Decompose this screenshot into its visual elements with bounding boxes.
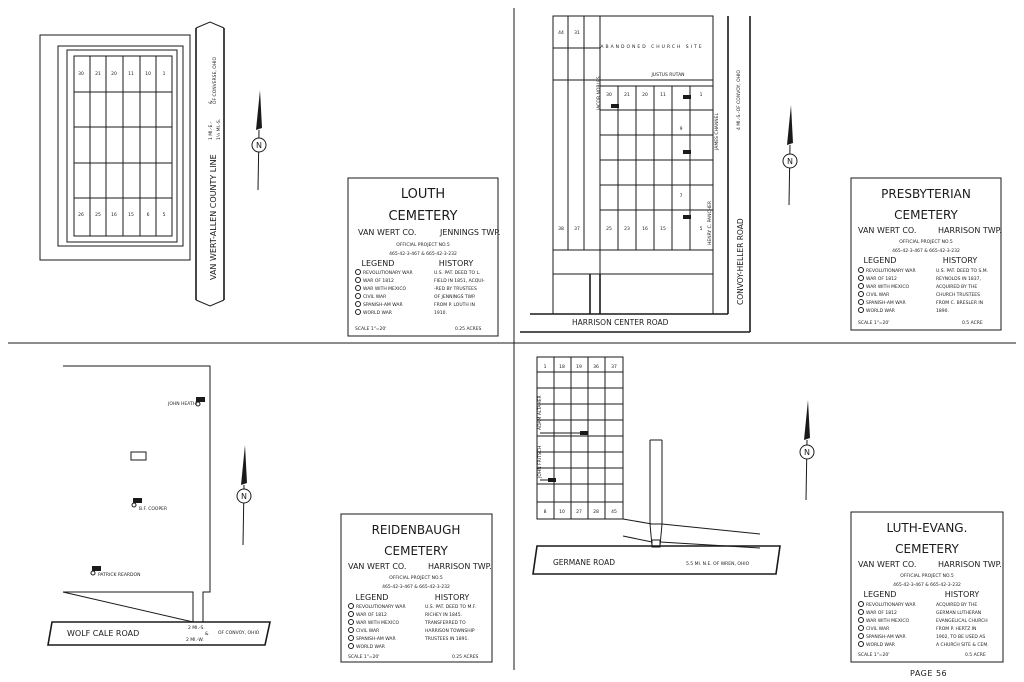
luth-evang-scale: SCALE 1"=20' — [858, 653, 890, 658]
presbyterian-history-line: 1890. — [936, 309, 949, 314]
reidenbaugh-legend-item: WAR OF 1812 — [356, 613, 387, 618]
reidenbaugh-road-note: & — [205, 632, 209, 637]
north-arrow-icon — [237, 445, 251, 545]
svg-text:N: N — [787, 157, 793, 166]
louth-grid-label: 1 — [162, 72, 166, 77]
louth-county: VAN WERT CO. — [358, 228, 417, 237]
presbyterian-title: PRESBYTERIAN — [881, 187, 971, 201]
presbyterian-legend-item: SPANISH-AM WAR — [866, 301, 906, 306]
presbyterian-legend-head: LEGEND — [863, 256, 897, 265]
louth-grid-label: 10 — [145, 72, 151, 77]
reidenbaugh-project-no: 465-42-3-467 & 665-42-3-232 — [382, 585, 450, 590]
luth-evang-legend-item: WAR WITH MEXICO — [866, 619, 909, 624]
louth-grid-label: 26 — [78, 213, 84, 218]
louth-scale: SCALE 1"=20' — [355, 327, 387, 332]
presbyterian-history-line: REYNOLDS IN 1837, — [936, 277, 981, 282]
presbyterian-road-note: 4 MI.-S.-OF CONVOY, OHIO — [737, 70, 742, 130]
luth-evang-grid-label: 18 — [559, 365, 565, 370]
luth-evang-county: VAN WERT CO. — [858, 560, 917, 569]
louth-legend-item: WAR OF 1812 — [363, 279, 394, 284]
presbyterian-grid-label: 1 — [699, 93, 703, 98]
presbyterian-burial: JAMES CHANNEL — [715, 112, 720, 150]
reidenbaugh-history-line: RICHEY IN 1845. — [425, 613, 463, 618]
luth-evang-history-line: EVANGELICAL CHURCH — [936, 619, 988, 624]
reidenbaugh-history-line: TRUSTEES IN 1891. — [425, 637, 469, 642]
luth-evang-subtitle: CEMETERY — [895, 542, 959, 556]
luth-evang-history-line: A CHURCH SITE & CEM. — [936, 643, 989, 648]
reidenbaugh-scale: SCALE 1"=20' — [348, 655, 380, 660]
luth-evang-grid-label: 36 — [593, 365, 599, 370]
north-arrow-icon — [252, 90, 266, 190]
louth-road-note: 1 MI.-E.- — [209, 121, 214, 140]
louth-grid-label: 15 — [128, 213, 134, 218]
presbyterian-grid-label: 11 — [660, 93, 666, 98]
luth-evang-grid-label: 45 — [611, 510, 617, 515]
presbyterian-title-block — [851, 178, 1002, 330]
presbyterian-legend-item: WAR WITH MEXICO — [866, 285, 909, 290]
luth-evang-history-line: GERMAN LUTHERAN — [936, 611, 982, 616]
louth-history-head: HISTORY — [438, 259, 474, 268]
louth-grid-label: 5 — [162, 213, 166, 218]
louth-grid-label: 16 — [111, 213, 117, 218]
louth-road-note: OF CONVERSE, OHIO — [213, 56, 218, 104]
presbyterian-burial: JUSTUS RUTAN — [651, 73, 685, 78]
louth-grid-label: 30 — [78, 72, 84, 77]
luth-evang-road-note: 5.5 MI. N.E. OF WREN, OHIO — [686, 562, 750, 567]
presbyterian-grid-label: 30 — [606, 93, 612, 98]
louth-grid-label: 25 — [95, 213, 101, 218]
presbyterian-legend-item: WAR OF 1812 — [866, 277, 897, 282]
luth-evang-legend-item: CIVIL WAR — [866, 627, 890, 632]
svg-text:N: N — [256, 141, 262, 150]
reidenbaugh-history-line: TRANSFERRED TO — [425, 621, 466, 626]
reidenbaugh-legend-item: REVOLUTIONARY WAR — [356, 605, 406, 610]
louth-history-line: OF JENNINGS TWP. — [434, 295, 476, 300]
north-arrow-icon — [800, 400, 814, 500]
louth-road-note: 1¼ MI.-S. — [217, 118, 222, 140]
reidenbaugh-legend-item: WAR WITH MEXICO — [356, 621, 399, 626]
presbyterian-county: VAN WERT CO. — [858, 226, 917, 235]
presbyterian-grid-label: 23 — [624, 227, 630, 232]
louth-history-line: FIELD IN 1851, ACQUI- — [434, 279, 485, 284]
louth-legend-item: WORLD WAR — [363, 311, 392, 316]
presbyterian-township: HARRISON TWP. — [938, 226, 1002, 235]
presbyterian-history-line: CHURCH TRUSTEES — [936, 293, 980, 298]
presbyterian-history-line: FROM C. BRESLER IN — [936, 301, 984, 306]
luth-evang-grid-label: 37 — [611, 365, 617, 370]
louth-legend-item: SPANISH-AM WAR — [363, 303, 403, 308]
louth-legend-head: LEGEND — [361, 259, 395, 268]
presbyterian-grid-label: 16 — [642, 227, 648, 232]
luth-evang-burial: JOHN FRITSCH — [538, 445, 543, 478]
louth-plat — [40, 22, 266, 306]
luth-evang-history-head: HISTORY — [944, 590, 980, 599]
presbyterian-grid-label: 9 — [679, 127, 683, 132]
reidenbaugh-title: REIDENBAUGH — [371, 523, 461, 537]
luth-evang-grid-label: 10 — [559, 510, 565, 515]
louth-title-block — [348, 178, 500, 336]
presbyterian-church-site: ABANDONED CHURCH SITE — [600, 45, 704, 50]
louth-township: JENNINGS TWP. — [440, 228, 501, 237]
luth-evang-township: HARRISON TWP. — [938, 560, 1002, 569]
presbyterian-scale: SCALE 1"=20' — [858, 321, 890, 326]
presbyterian-road-bottom: HARRISON CENTER ROAD — [572, 318, 669, 327]
north-arrow-icon — [783, 105, 797, 205]
quadrant-dividers — [8, 8, 1016, 670]
luth-evang-grid-label: 27 — [576, 510, 582, 515]
luth-evang-grid-label: 1 — [543, 365, 547, 370]
reidenbaugh-title-block — [341, 514, 492, 662]
reidenbaugh-burial: B.F. COOPER — [139, 507, 168, 512]
svg-text:N: N — [804, 448, 810, 457]
reidenbaugh-project: OFFICIAL PROJECT NO.5 — [389, 576, 443, 581]
luth-evang-legend-item: SPANISH-AM WAR — [866, 635, 906, 640]
presbyterian-acres: 0.5 ACRE — [962, 321, 983, 326]
louth-grid-label: 6 — [146, 213, 150, 218]
svg-text:N: N — [241, 492, 247, 501]
luth-evang-plat — [533, 357, 814, 574]
louth-grid-label: 21 — [95, 72, 101, 77]
presbyterian-grid-label: 25 — [606, 227, 612, 232]
presbyterian-grid-label: 7 — [679, 194, 683, 199]
louth-grid-label: 20 — [111, 72, 117, 77]
reidenbaugh-acres: 0.25 ACRES — [452, 655, 479, 660]
reidenbaugh-history-line: HARRISON TOWNSHIP — [425, 629, 475, 634]
presbyterian-grid-label: 5 — [699, 227, 703, 232]
reidenbaugh-subtitle: CEMETERY — [384, 544, 448, 558]
luth-evang-legend-item: REVOLUTIONARY WAR — [866, 603, 916, 608]
luth-evang-project: OFFICIAL PROJECT NO.5 — [900, 574, 954, 579]
louth-legend-item: WAR WITH MEXICO — [363, 287, 406, 292]
presbyterian-legend-item: WORLD WAR — [866, 309, 895, 314]
louth-legend-item: CIVIL WAR — [363, 295, 387, 300]
luth-evang-history-line: 1902, TO BE USED AS — [936, 635, 986, 640]
presbyterian-project-no: 465-42-3-467 & 665-42-3-232 — [892, 249, 960, 254]
luth-evang-history-line: FROM P. HERTZ IN — [936, 627, 977, 632]
presbyterian-road-right: CONVOY-HELLER ROAD — [736, 218, 745, 305]
presbyterian-grid-label: 44 — [558, 31, 564, 36]
luth-evang-legend-head: LEGEND — [863, 590, 897, 599]
luth-evang-title-block — [851, 512, 1003, 662]
presbyterian-project: OFFICIAL PROJECT NO.5 — [899, 240, 953, 245]
reidenbaugh-road-label: WOLF CALE ROAD — [67, 629, 140, 638]
luth-evang-project-no: 465-42-3-467 & 665-42-3-232 — [893, 583, 961, 588]
louth-history-line: 1910. — [434, 311, 447, 316]
reidenbaugh-road-note: OF CONVOY, OHIO — [218, 631, 260, 636]
luth-evang-legend-item: WAR OF 1812 — [866, 611, 897, 616]
reidenbaugh-burial: PATRICK REARDON — [98, 573, 141, 578]
luth-evang-grid-label: 19 — [576, 365, 582, 370]
louth-grid-label: 11 — [128, 72, 134, 77]
luth-evang-burial: ADAM ALTAHER — [538, 395, 543, 430]
reidenbaugh-township: HARRISON TWP. — [428, 562, 492, 571]
louth-history-line: FROM P. LOUTH IN — [434, 303, 475, 308]
reidenbaugh-county: VAN WERT CO. — [348, 562, 407, 571]
louth-title: LOUTH — [400, 187, 446, 202]
reidenbaugh-history-line: U.S. PAT. DEED TO M.F. — [425, 605, 477, 610]
presbyterian-grid-label: 20 — [642, 93, 648, 98]
presbyterian-plat — [520, 16, 797, 332]
reidenbaugh-road-note: 2 MI.-W. — [186, 638, 204, 643]
luth-evang-grid-label: 28 — [593, 510, 599, 515]
louth-project: OFFICIAL PROJECT NO.5 — [396, 243, 450, 248]
presbyterian-grid-label: 38 — [558, 227, 564, 232]
presbyterian-grid-label: 15 — [660, 227, 666, 232]
presbyterian-grid-label: 31 — [574, 31, 580, 36]
louth-acres: 0.25 ACRES — [455, 327, 482, 332]
louth-road-label: VAN WERT-ALLEN COUNTY LINE — [209, 154, 218, 280]
louth-road-note: & — [209, 100, 214, 104]
luth-evang-history-line: ACQUIRED BY THE — [936, 603, 978, 608]
reidenbaugh-road-note: 2 MI.-S. — [188, 626, 205, 631]
presbyterian-subtitle: CEMETERY — [894, 208, 958, 222]
reidenbaugh-burial: JOHN HEATH — [168, 402, 197, 407]
reidenbaugh-legend-item: WORLD WAR — [356, 645, 385, 650]
louth-history-line: U.S. PAT. DEED TO L. — [434, 271, 481, 276]
presbyterian-burial: JACOB NOBLES — [597, 76, 602, 110]
luth-evang-road-label: GERMANE ROAD — [553, 558, 615, 567]
presbyterian-history-head: HISTORY — [942, 256, 978, 265]
luth-evang-title: LUTH-EVANG. — [886, 521, 968, 535]
louth-project-no: 465-42-3-467 & 665-42-3-232 — [389, 252, 457, 257]
presbyterian-history-line: ACQUIRED BY THE — [936, 285, 978, 290]
page-number: PAGE 56 — [910, 669, 948, 678]
presbyterian-grid-label: 37 — [574, 227, 580, 232]
presbyterian-legend-item: CIVIL WAR — [866, 293, 890, 298]
reidenbaugh-legend-item: CIVIL WAR — [356, 629, 380, 634]
louth-subtitle: CEMETERY — [388, 209, 458, 224]
louth-legend-item: REVOLUTIONARY WAR — [363, 271, 413, 276]
reidenbaugh-history-head: HISTORY — [434, 593, 470, 602]
presbyterian-legend-item: REVOLUTIONARY WAR — [866, 269, 916, 274]
presbyterian-burial: HENRY C. PANCHER — [708, 201, 713, 245]
reidenbaugh-plat — [48, 366, 270, 645]
reidenbaugh-legend-item: SPANISH-AM WAR — [356, 637, 396, 642]
louth-history-line: -RED BY TRUSTEES — [434, 287, 477, 292]
presbyterian-history-line: U.S. PAT. DEED TO S.M. — [936, 269, 989, 274]
luth-evang-acres: 0.5 ACRE — [965, 653, 986, 658]
luth-evang-grid-label: 8 — [543, 510, 547, 515]
reidenbaugh-legend-head: LEGEND — [355, 593, 389, 602]
luth-evang-legend-item: WORLD WAR — [866, 643, 895, 648]
presbyterian-grid-label: 21 — [624, 93, 630, 98]
